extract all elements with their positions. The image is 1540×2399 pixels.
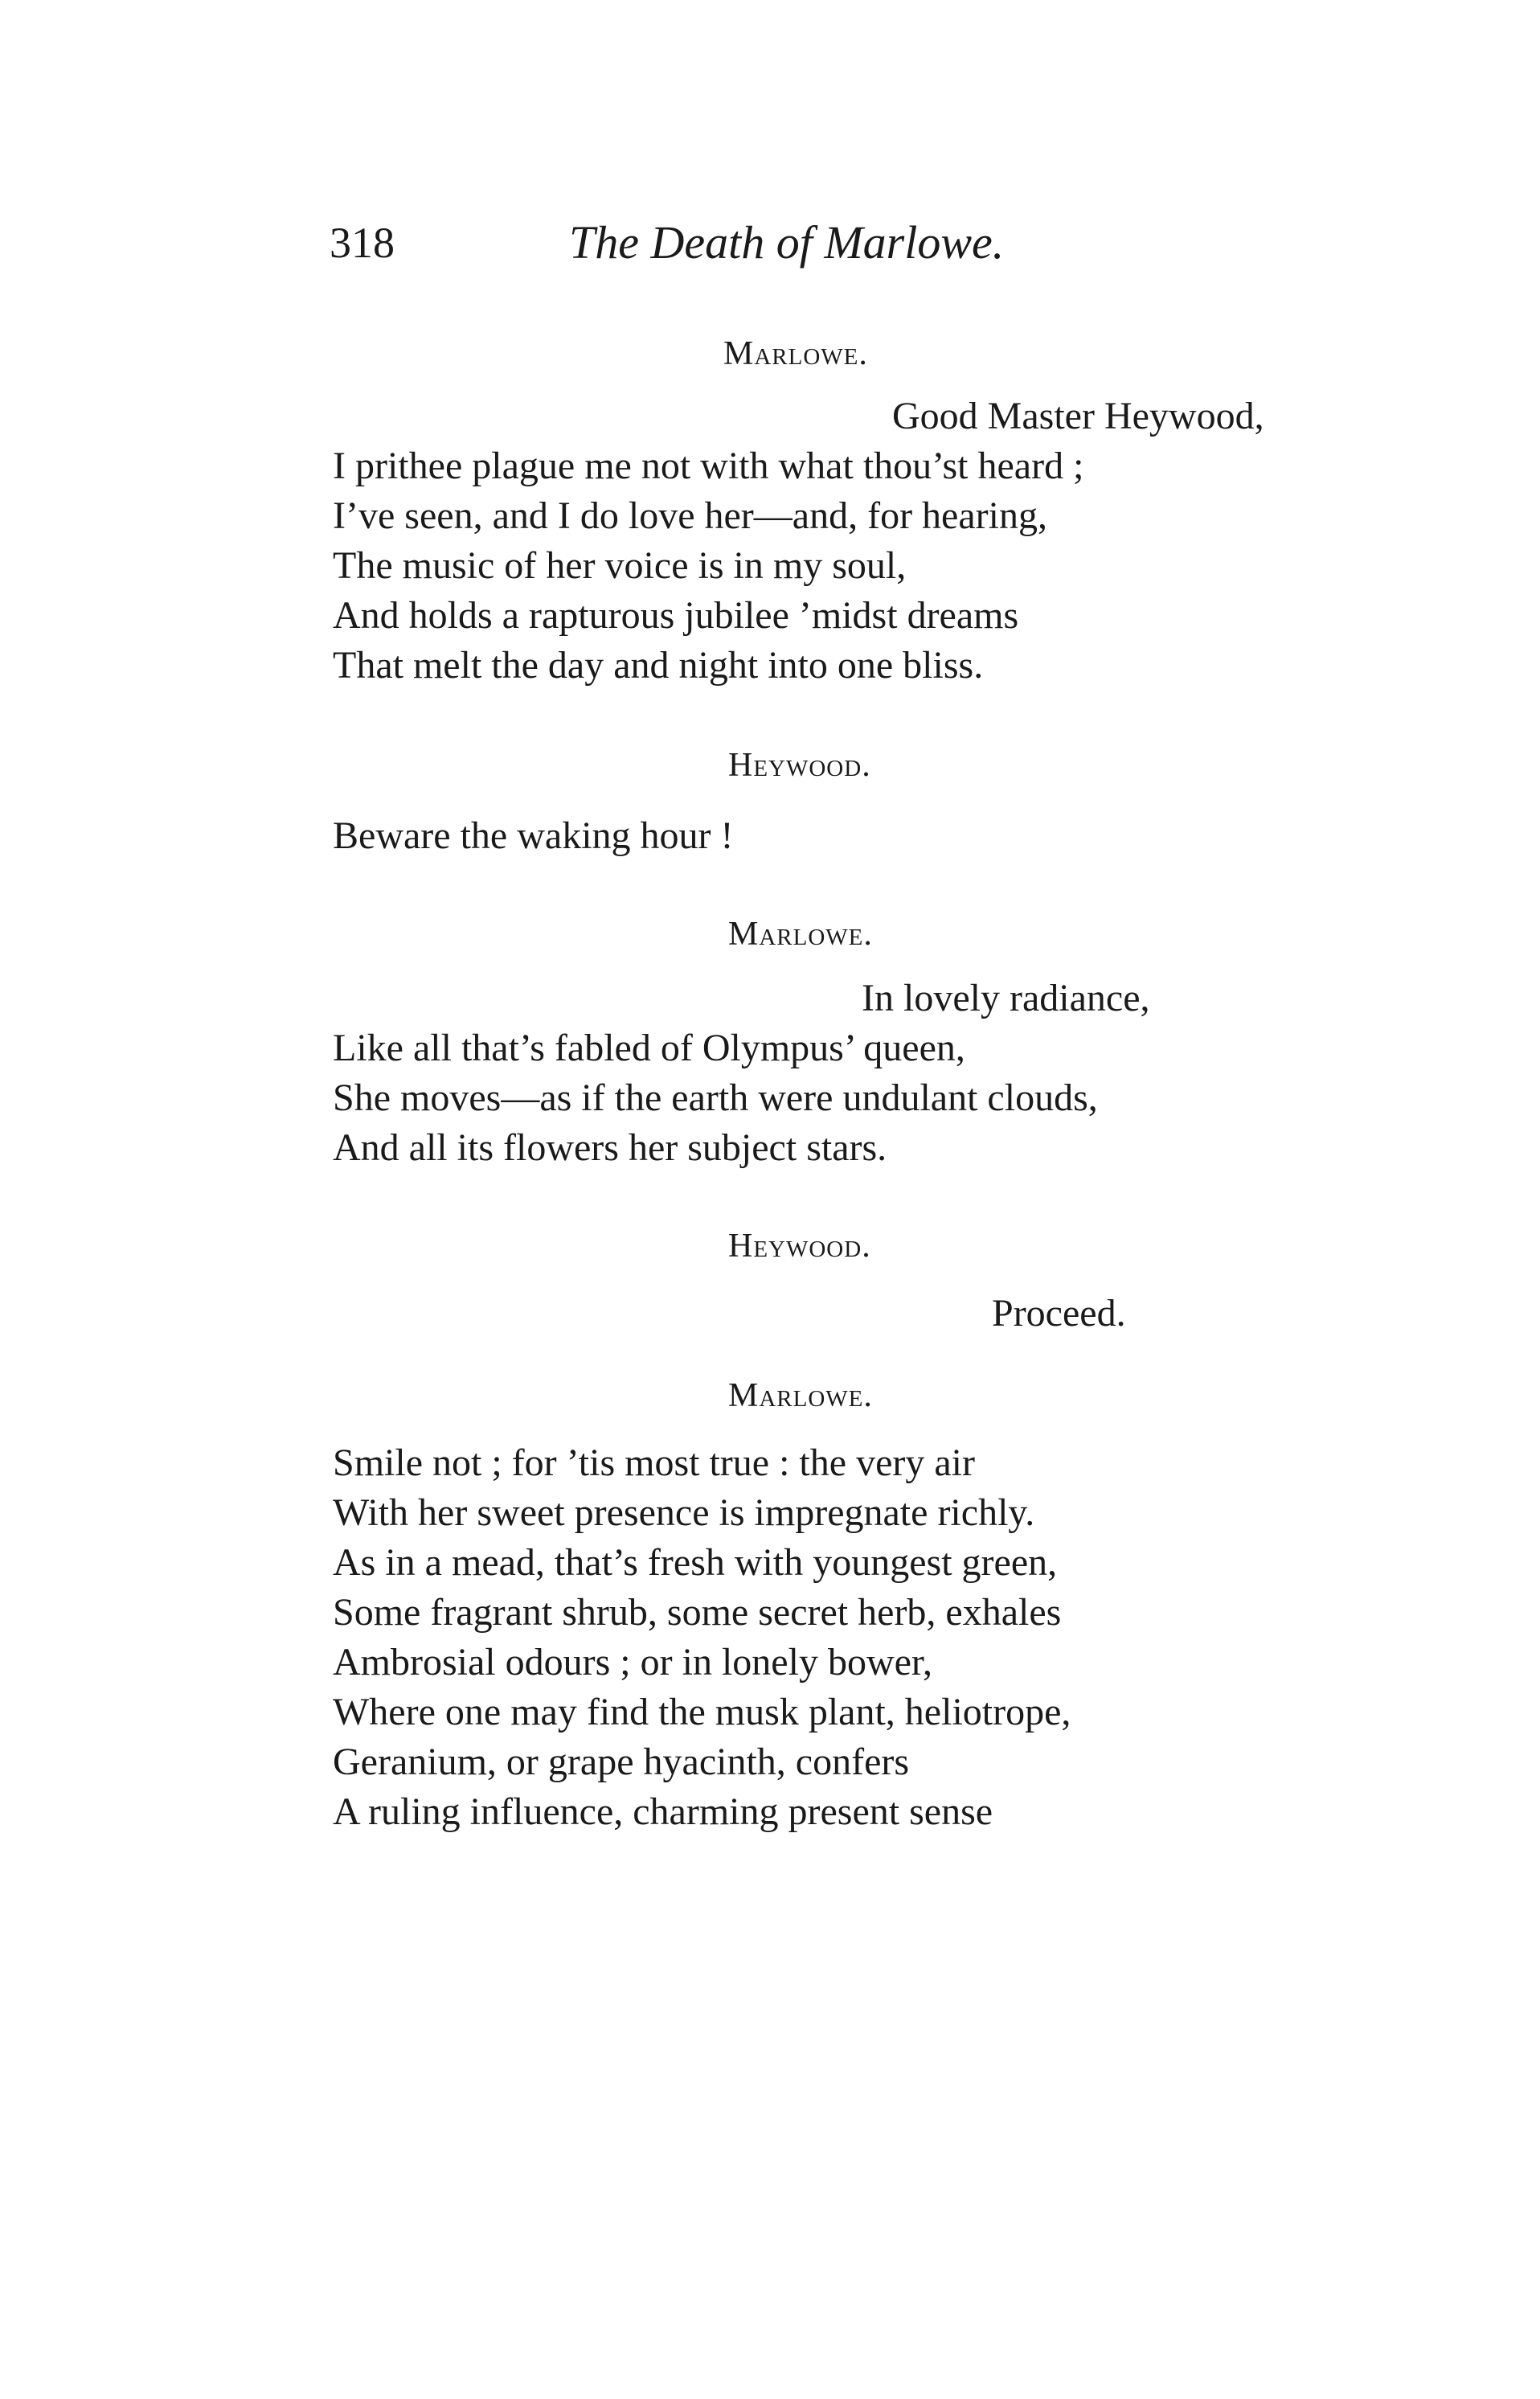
verse-line: That melt the day and night into one bliss. [333, 644, 984, 687]
speaker-name: Heywood. [728, 1228, 871, 1265]
verse-line: Beware the waking hour ! [333, 814, 734, 857]
verse-line: I’ve seen, and I do love her—and, for hearing, [333, 494, 1047, 537]
verse-line: She moves—as if the earth were undulant clouds, [333, 1076, 1098, 1119]
running-title: The Death of Marlowe. [569, 216, 1005, 269]
verse-line: I prithee plague me not with what thou’st heard ; [333, 445, 1084, 487]
verse-line: Ambrosial odours ; or in lonely bower, [333, 1641, 932, 1683]
verse-line: With her sweet presence is impregnate richly. [333, 1491, 1035, 1534]
verse-line: The music of her voice is in my soul, [333, 544, 907, 587]
verse-line: Geranium, or grape hyacinth, confers [333, 1741, 910, 1783]
verse-line: In lovely radiance, [862, 977, 1150, 1019]
verse-line: Smile not ; for ’tis most true : the very air [333, 1441, 975, 1484]
verse-line: Like all that’s fabled of Olympus’ queen, [333, 1027, 965, 1069]
verse-line: Proceed. [992, 1292, 1126, 1335]
page-header [330, 211, 1294, 275]
page-number: 318 [330, 219, 395, 267]
verse-line: As in a mead, that’s fresh with youngest green, [333, 1541, 1058, 1584]
verse-line: A ruling influence, charming present sense [333, 1790, 993, 1833]
speaker-name: Marlowe. [723, 335, 868, 372]
verse-line: And all its flowers her subject stars. [333, 1126, 887, 1169]
speaker-name: Marlowe. [728, 916, 873, 953]
verse-line: Where one may find the musk plant, heliotrope, [333, 1691, 1071, 1733]
speaker-name: Marlowe. [728, 1377, 873, 1414]
verse-line: Good Master Heywood, [892, 395, 1264, 437]
verse-line: Some fragrant shrub, some secret herb, exhales [333, 1591, 1062, 1634]
speaker-name: Heywood. [728, 747, 871, 784]
verse-line: And holds a rapturous jubilee ’midst dreams [333, 594, 1019, 637]
